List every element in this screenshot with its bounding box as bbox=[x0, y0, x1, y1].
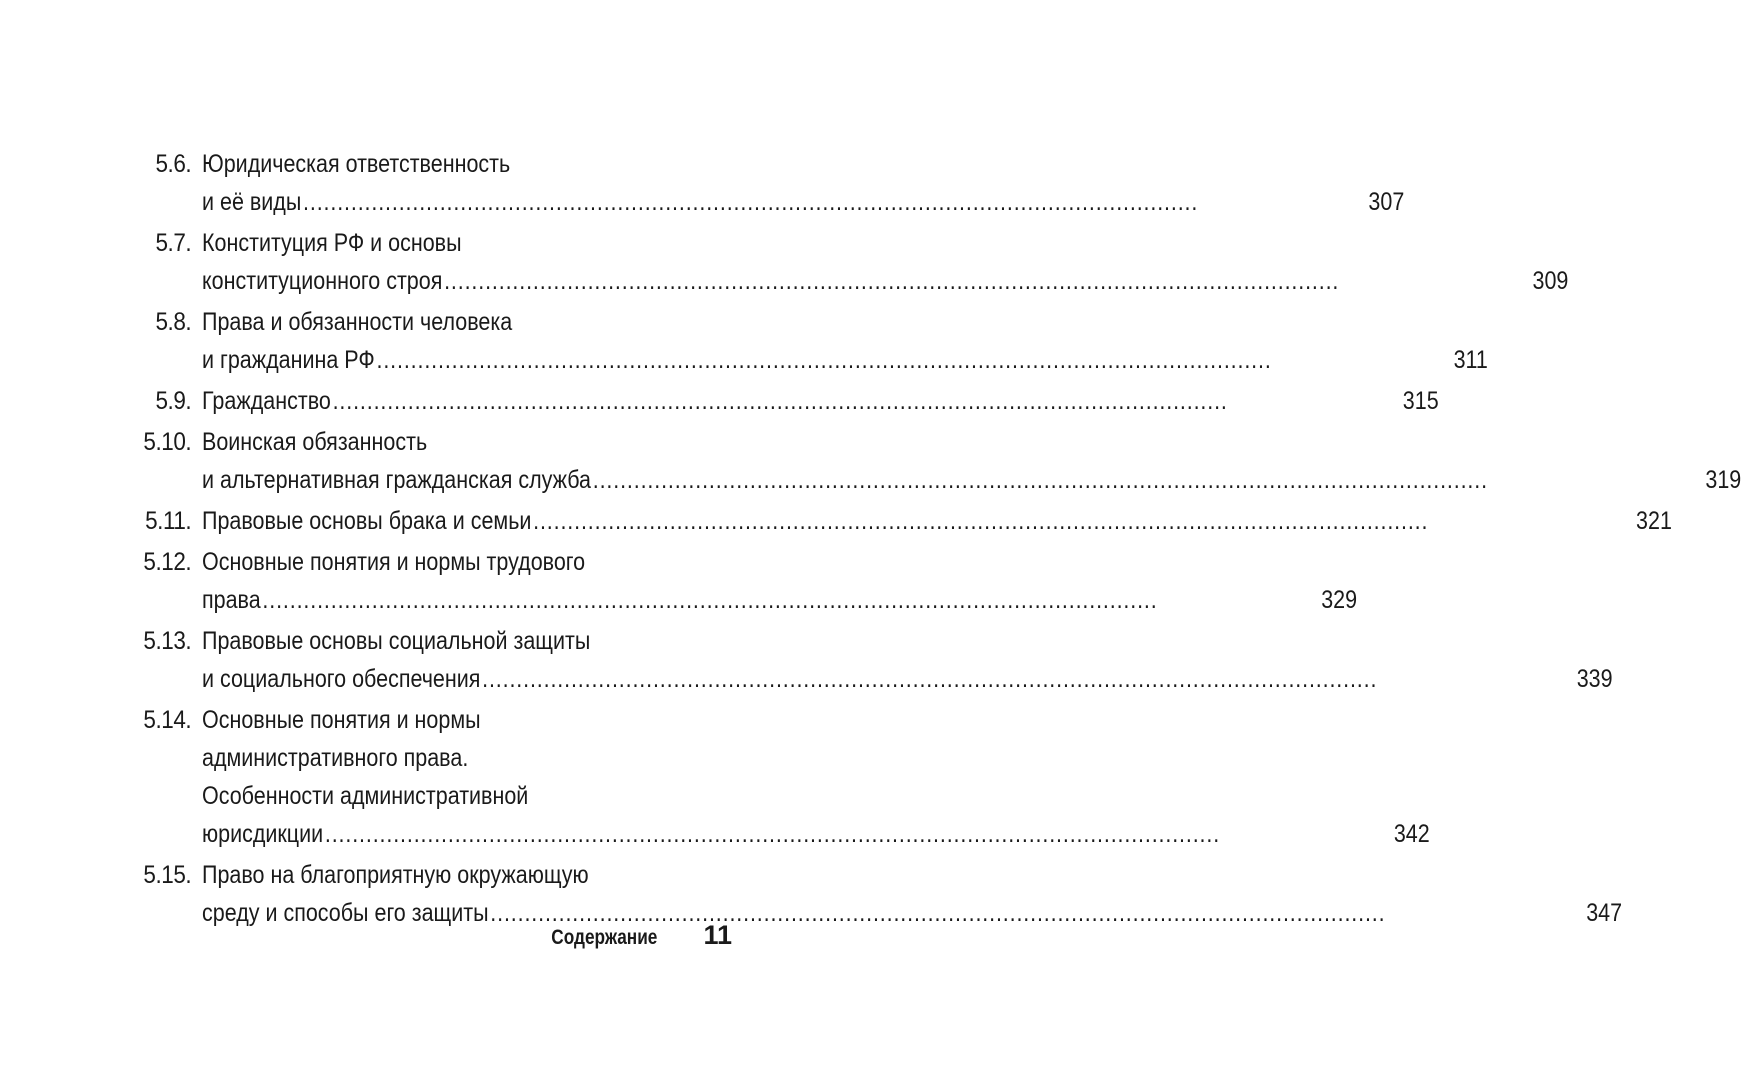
page-ref: 315 bbox=[1402, 387, 1439, 415]
section-number: 5.11. bbox=[145, 507, 192, 535]
page-number: 11 bbox=[703, 920, 732, 950]
title-line: Конституция РФ и основы bbox=[202, 229, 462, 257]
toc-entry[interactable] bbox=[120, 701, 1430, 853]
title-line: Основные понятия и нормы bbox=[202, 706, 481, 734]
title-line: Воинская обязанность bbox=[202, 428, 428, 456]
page-ref: 309 bbox=[1532, 267, 1569, 295]
toc-entry[interactable] bbox=[120, 382, 1439, 420]
title-text: и социального обеспечения bbox=[202, 665, 481, 693]
running-title: Содержание bbox=[551, 926, 658, 949]
dot-leader bbox=[303, 183, 1367, 221]
title-last-line bbox=[202, 815, 1430, 853]
section-number: 5.13. bbox=[143, 627, 192, 655]
title-line: Правовые основы социальной защиты bbox=[202, 627, 591, 655]
toc-entry[interactable] bbox=[120, 543, 1358, 619]
dot-leader bbox=[444, 262, 1531, 300]
title-line: Юридическая ответственность bbox=[202, 150, 511, 178]
dot-leader bbox=[376, 341, 1451, 379]
toc-entry[interactable] bbox=[120, 622, 1613, 698]
title-text: права bbox=[202, 586, 261, 614]
title-text: Гражданство bbox=[202, 387, 331, 415]
dot-leader bbox=[533, 502, 1634, 540]
section-number: 5.8. bbox=[155, 308, 192, 336]
toc-entry[interactable] bbox=[120, 423, 1741, 499]
title-last-line bbox=[202, 502, 1672, 540]
section-number: 5.12. bbox=[143, 548, 192, 576]
section-title bbox=[202, 145, 1404, 221]
dot-leader bbox=[482, 660, 1575, 698]
section-title bbox=[202, 382, 1438, 420]
page-ref: 307 bbox=[1368, 188, 1405, 216]
dot-leader bbox=[262, 581, 1319, 619]
dot-leader bbox=[593, 461, 1704, 499]
section-number: 5.10. bbox=[143, 428, 192, 456]
page-ref: 321 bbox=[1636, 507, 1672, 535]
dot-leader bbox=[333, 382, 1401, 420]
section-title bbox=[202, 622, 1612, 698]
page-ref: 329 bbox=[1321, 586, 1358, 614]
toc-entry[interactable] bbox=[120, 303, 1488, 379]
toc-entry[interactable] bbox=[120, 502, 1672, 540]
title-text: конституционного строя bbox=[202, 267, 443, 295]
title-last-line bbox=[202, 581, 1357, 619]
section-title bbox=[202, 543, 1357, 619]
title-text: и альтернативная гражданская служба bbox=[202, 466, 592, 494]
title-line: Основные понятия и нормы трудового bbox=[202, 548, 586, 576]
title-text: юрисдикции bbox=[202, 820, 324, 848]
title-last-line bbox=[202, 183, 1404, 221]
section-number: 5.7. bbox=[155, 229, 192, 257]
toc-entry[interactable] bbox=[120, 145, 1405, 221]
title-text: и её виды bbox=[202, 188, 302, 216]
title-line: Особенности административной bbox=[202, 782, 529, 810]
page-ref: 319 bbox=[1705, 466, 1741, 494]
title-line: административного права. bbox=[202, 744, 469, 772]
title-last-line bbox=[202, 341, 1488, 379]
page-ref: 339 bbox=[1576, 665, 1613, 693]
section-number: 5.14. bbox=[143, 706, 192, 734]
section-title bbox=[202, 423, 1741, 499]
title-line: Права и обязанности человека bbox=[202, 308, 513, 336]
toc-entry[interactable] bbox=[120, 224, 1569, 300]
title-text: и гражданина РФ bbox=[202, 346, 375, 374]
page-ref: 347 bbox=[1586, 899, 1623, 927]
section-title bbox=[202, 701, 1429, 853]
title-last-line bbox=[202, 262, 1568, 300]
section-number: 5.9. bbox=[155, 387, 192, 415]
title-last-line bbox=[202, 461, 1741, 499]
page-ref: 311 bbox=[1453, 346, 1488, 374]
section-number: 5.6. bbox=[155, 150, 192, 178]
section-title bbox=[202, 502, 1672, 540]
page-footer bbox=[0, 920, 732, 951]
title-last-line bbox=[202, 660, 1613, 698]
section-title bbox=[202, 303, 1488, 379]
title-text: Правовые основы брака и семьи bbox=[202, 507, 532, 535]
title-line: Право на благоприятную окружающую bbox=[202, 861, 589, 889]
title-last-line bbox=[202, 382, 1439, 420]
title-text: среду и способы его защиты bbox=[202, 899, 489, 927]
table-of-contents bbox=[120, 145, 1741, 935]
section-title bbox=[202, 224, 1568, 300]
dot-leader bbox=[325, 815, 1392, 853]
page-ref: 342 bbox=[1393, 820, 1430, 848]
section-number: 5.15. bbox=[143, 861, 192, 889]
